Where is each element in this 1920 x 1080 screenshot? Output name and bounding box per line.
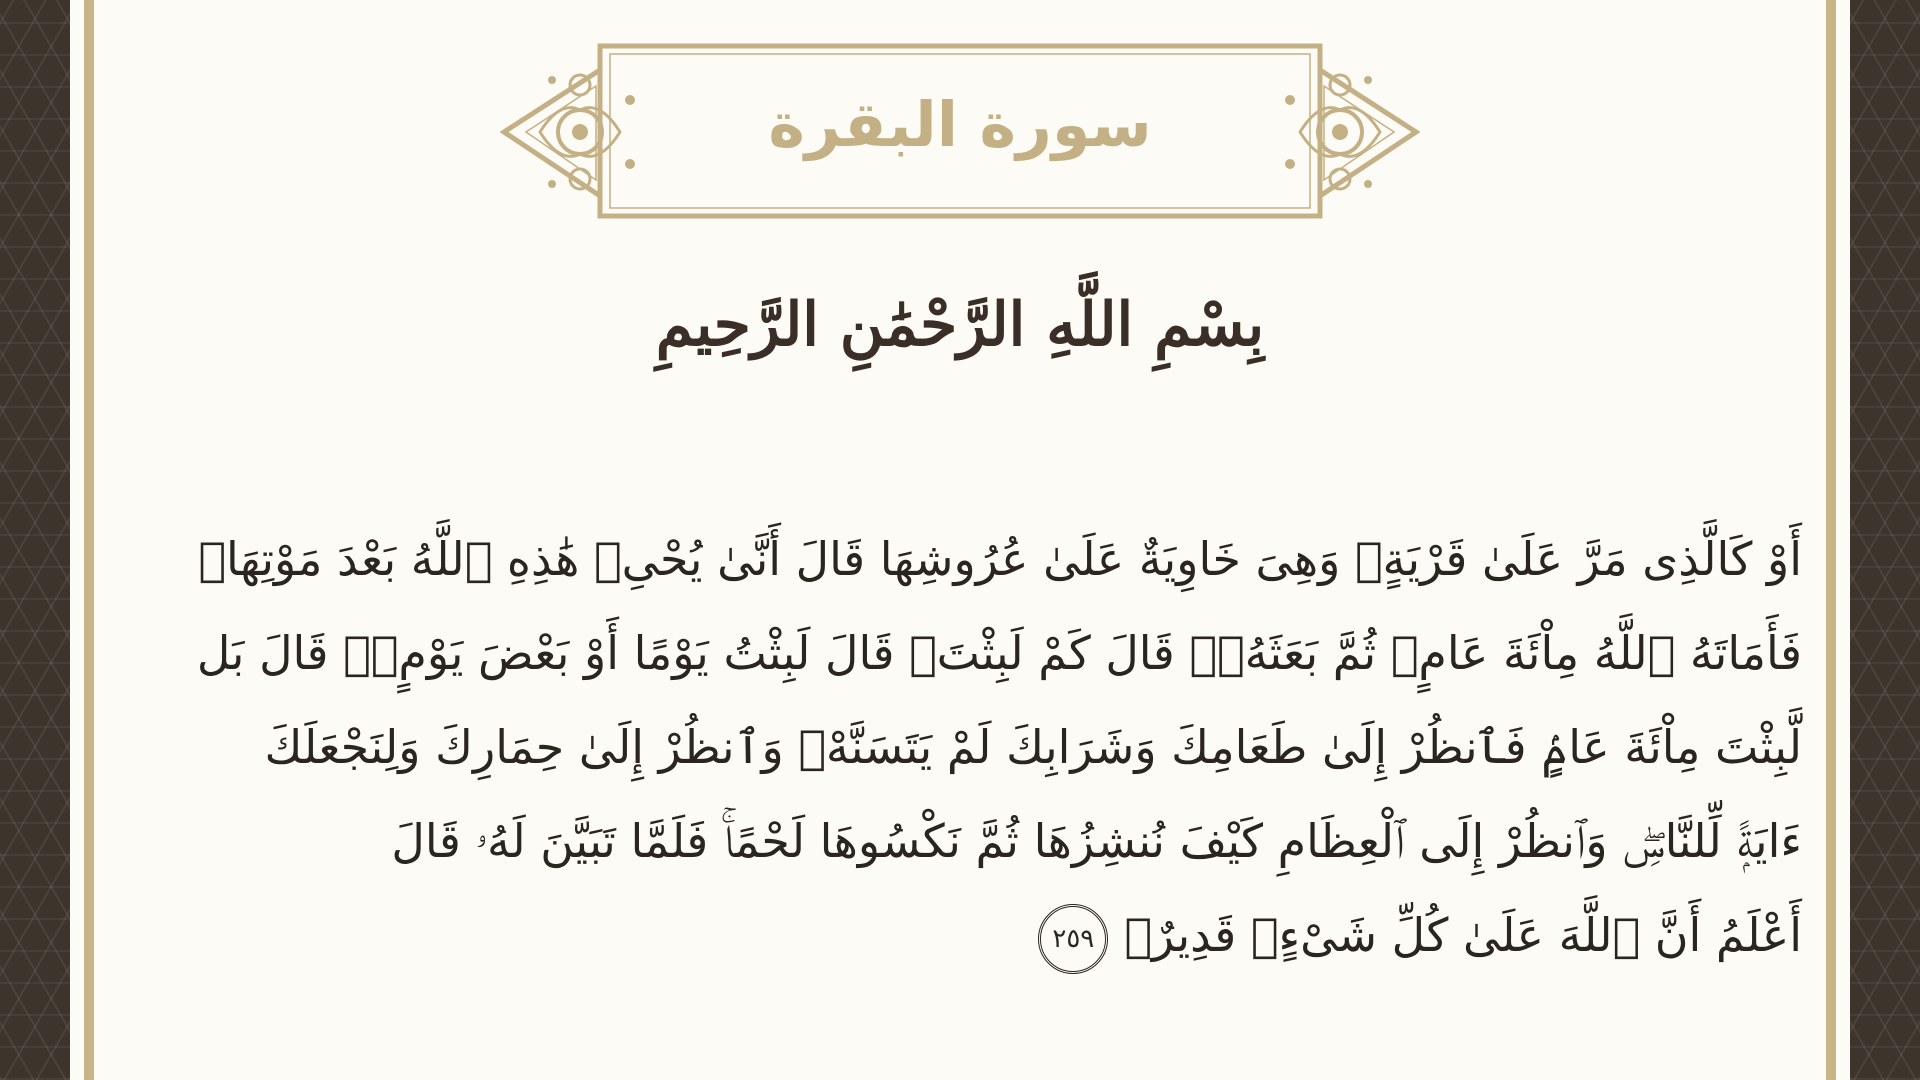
verse-line-text: أَعْلَمُ أَنَّ ٱللَّهَ عَلَىٰ كُلِّ شَىْءٍۢ قَدِيرٌۭ [1124,908,1802,962]
verse-line: ءَايَةًۭ لِّلنَّاسِۖ وَٱنظُرْ إِلَى ٱلْعِظَامِ كَيْفَ نُنشِزُهَا ثُمَّ نَكْسُوهَا لَحْمًاۚ فَلَمَّا تَبَيَّنَ لَهُۥ قَالَ [391,814,1802,868]
surah-title: سورة البقرة [768,88,1152,161]
ayah-number-marker: ٢٥٩ [1038,904,1108,974]
basmala: بِسْمِ اللَّهِ الرَّحْمَٰنِ الرَّحِيمِ [655,290,1265,360]
verse-line-last [150,888,1802,982]
verse-text-block [150,512,1802,982]
right-gold-rule [1826,0,1836,1080]
surah-title-frame [500,40,1420,230]
left-decorative-border [0,0,70,1080]
verse-line: أَوْ كَالَّذِى مَرَّ عَلَىٰ قَرْيَةٍۢ وَهِىَ خَاوِيَةٌ عَلَىٰ عُرُوشِهَا قَالَ أَنَّىٰ يُحْىِۦ هَٰذِهِ ٱللَّهُ بَعْدَ مَوْتِهَاۖ [198,532,1802,586]
left-gold-rule [84,0,94,1080]
verse-line: لَّبِثْتَ مِاْئَةَ عَامٍۢ فَٱنظُرْ إِلَىٰ طَعَامِكَ وَشَرَابِكَ لَمْ يَتَسَنَّهْۖ وَٱنظُرْ إِلَىٰ حِمَارِكَ وَلِنَجْعَلَكَ [264,720,1802,774]
right-decorative-border [1850,0,1920,1080]
verse-line: فَأَمَاتَهُ ٱللَّهُ مِاْئَةَ عَامٍۢ ثُمَّ بَعَثَهُۥۖ قَالَ كَمْ لَبِثْتَۖ قَالَ لَبِثْتُ يَوْمًا أَوْ بَعْضَ يَوْمٍۢۖ قَالَ بَل [196,626,1802,680]
